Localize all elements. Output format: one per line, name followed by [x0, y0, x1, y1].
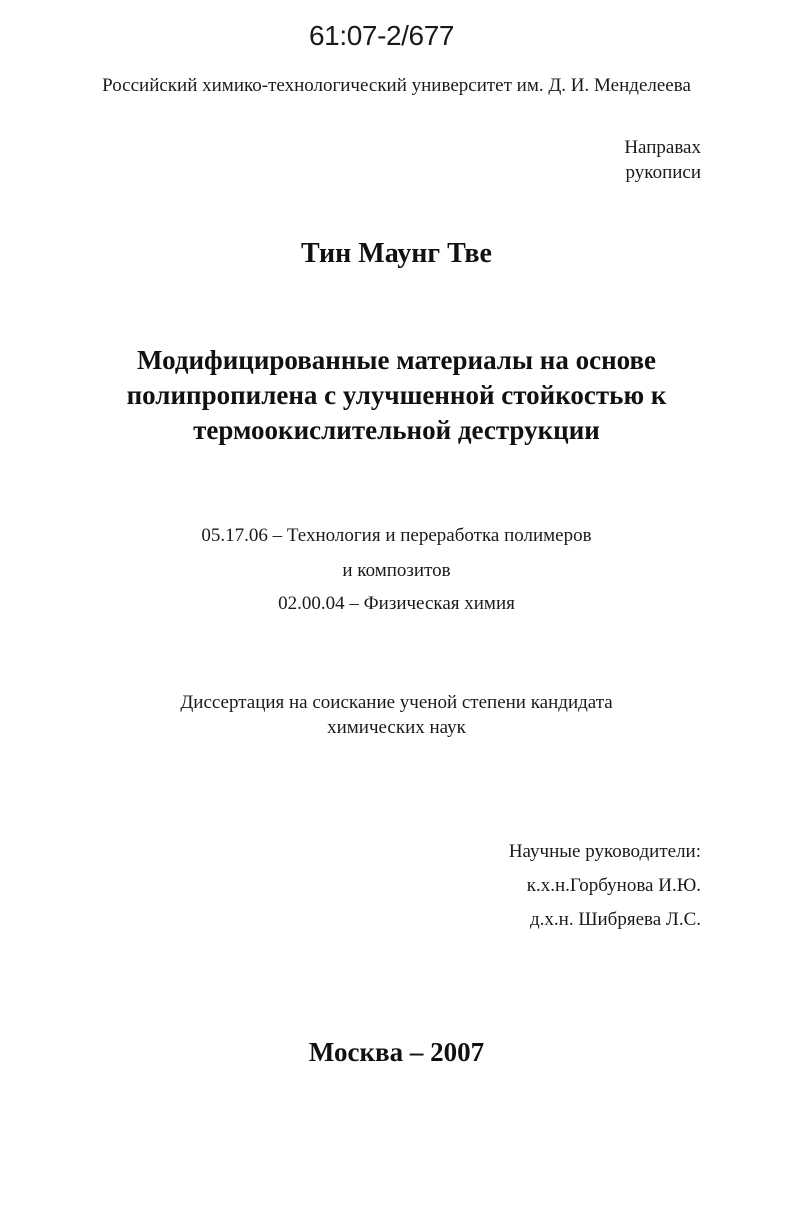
manuscript-note-line-2: рукописи	[625, 162, 701, 183]
dissertation-statement	[0, 690, 793, 740]
manuscript-note	[624, 135, 701, 185]
supervisors-block	[509, 835, 701, 937]
dissertation-line-1: Диссертация на соискание ученой степени кандидата	[180, 692, 613, 713]
supervisors-heading: Научные руководители:	[508, 841, 701, 862]
university-name: Российский химико-технологический университет им. Д. И. Менделеева	[102, 75, 691, 96]
supervisor-1: к.х.н.Горбунова И.Ю.	[526, 875, 701, 896]
author-name: Тин Маунг Тве	[301, 238, 492, 269]
archive-code: 61:07-2/677	[309, 20, 455, 51]
dissertation-line-2: химических наук	[327, 717, 466, 738]
specialty-line-3: 02.00.04 – Физическая химия	[278, 593, 515, 614]
city-year: Москва – 2007	[308, 1037, 485, 1067]
manuscript-note-line-1: Направах	[624, 137, 701, 158]
title-line-2: полипропилена с улучшенной стойкостью к	[126, 380, 667, 410]
dissertation-title	[0, 343, 793, 448]
title-line-1: Модифицированные материалы на основе	[136, 345, 657, 375]
specialty-line-1: 05.17.06 – Технология и переработка полимеров	[201, 525, 592, 546]
specialty-line-2: и композитов	[342, 560, 451, 581]
title-line-3: термоокислительной деструкции	[193, 415, 600, 445]
supervisor-2: д.х.н. Шибряева Л.С.	[530, 909, 701, 930]
